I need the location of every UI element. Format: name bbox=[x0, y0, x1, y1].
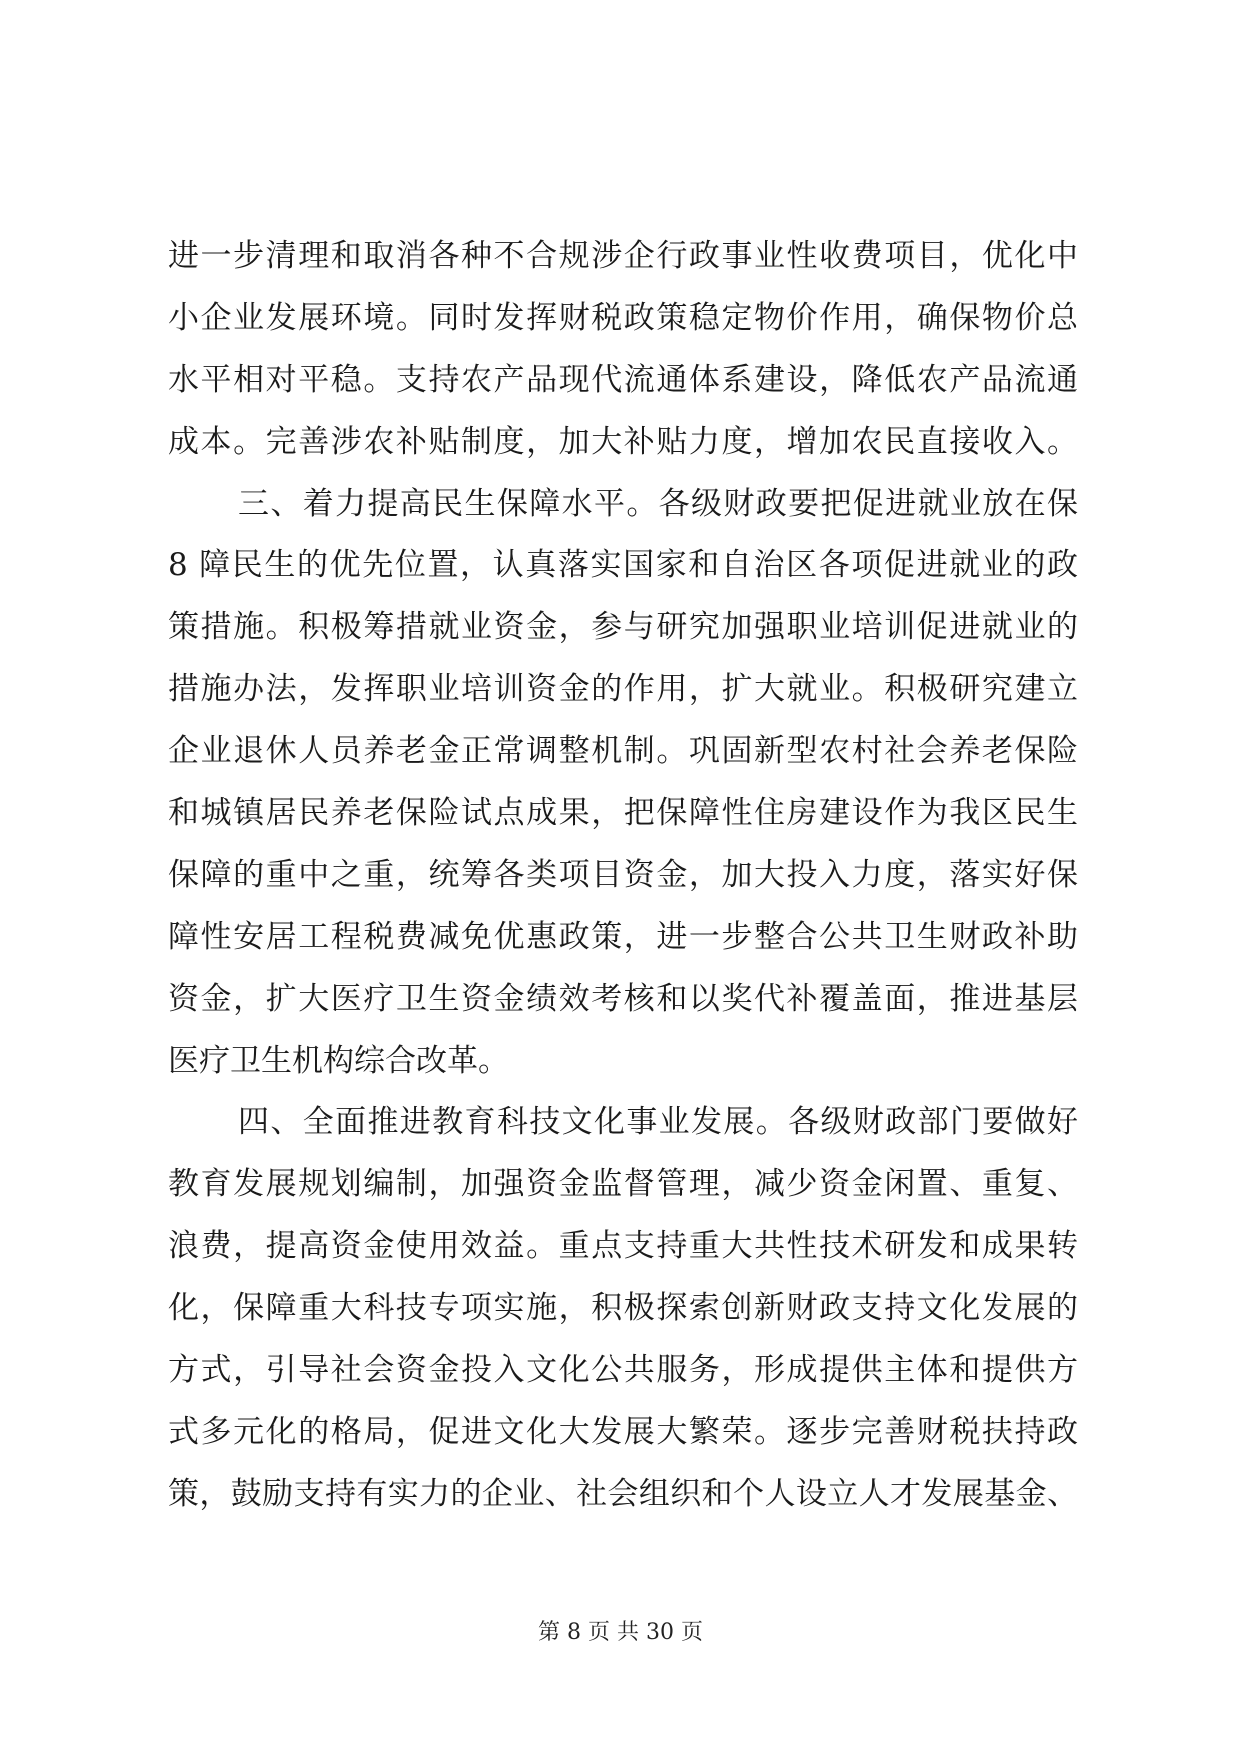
page-number-footer: 第 8 页 共 30 页 bbox=[538, 1620, 703, 1645]
text-line: 策措施。积极筹措就业资金，参与研究加强职业培训促进就业的 bbox=[168, 609, 1078, 646]
text-line: 和城镇居民养老保险试点成果，把保障性住房建设作为我区民生 bbox=[168, 795, 1078, 832]
text-line: 成本。完善涉农补贴制度，加大补贴力度，增加农民直接收入。 bbox=[168, 423, 1078, 460]
text-line: 浪费，提高资金使用效益。重点支持重大共性技术研发和成果转 bbox=[168, 1228, 1078, 1265]
paragraph-end-line: 医疗卫生机构综合改革。 bbox=[168, 1042, 509, 1079]
text-line: 8 障民生的优先位置，认真落实国家和自治区各项促进就业的政 bbox=[168, 547, 1078, 584]
text-line: 保障的重中之重，统筹各类项目资金，加大投入力度，落实好保 bbox=[168, 856, 1078, 893]
body-text bbox=[168, 226, 1078, 1526]
text-line: 进一步清理和取消各种不合规涉企行政事业性收费项目，优化中 bbox=[168, 238, 1078, 274]
text-line: 资金，扩大医疗卫生资金绩效考核和以奖代补覆盖面，推进基层 bbox=[168, 980, 1078, 1017]
paragraph-start-line: 三、着力提高民生保障水平。各级财政要把促进就业放在保 bbox=[238, 485, 1078, 522]
text-line: 措施办法，发挥职业培训资金的作用，扩大就业。积极研究建立 bbox=[168, 671, 1078, 708]
text-line: 教育发展规划编制，加强资金监督管理，减少资金闲置、重复、 bbox=[168, 1166, 1078, 1203]
text-line: 水平相对平稳。支持农产品现代流通体系建设，降低农产品流通 bbox=[168, 361, 1078, 398]
paragraph-start-line: 四、全面推进教育科技文化事业发展。各级财政部门要做好 bbox=[238, 1104, 1078, 1141]
text-line: 企业退休人员养老金正常调整机制。巩固新型农村社会养老保险 bbox=[168, 733, 1078, 770]
text-line: 化，保障重大科技专项实施，积极探索创新财政支持文化发展的 bbox=[168, 1290, 1078, 1327]
text-line: 障性安居工程税费减免优惠政策，进一步整合公共卫生财政补助 bbox=[168, 918, 1078, 955]
text-line: 小企业发展环境。同时发挥财税政策稳定物价作用，确保物价总 bbox=[168, 299, 1078, 336]
text-line: 策，鼓励支持有实力的企业、社会组织和个人设立人才发展基金、 bbox=[168, 1475, 1078, 1512]
text-line: 方式，引导社会资金投入文化公共服务，形成提供主体和提供方 bbox=[168, 1352, 1078, 1389]
text-line: 式多元化的格局，促进文化大发展大繁荣。逐步完善财税扶持政 bbox=[168, 1413, 1078, 1450]
